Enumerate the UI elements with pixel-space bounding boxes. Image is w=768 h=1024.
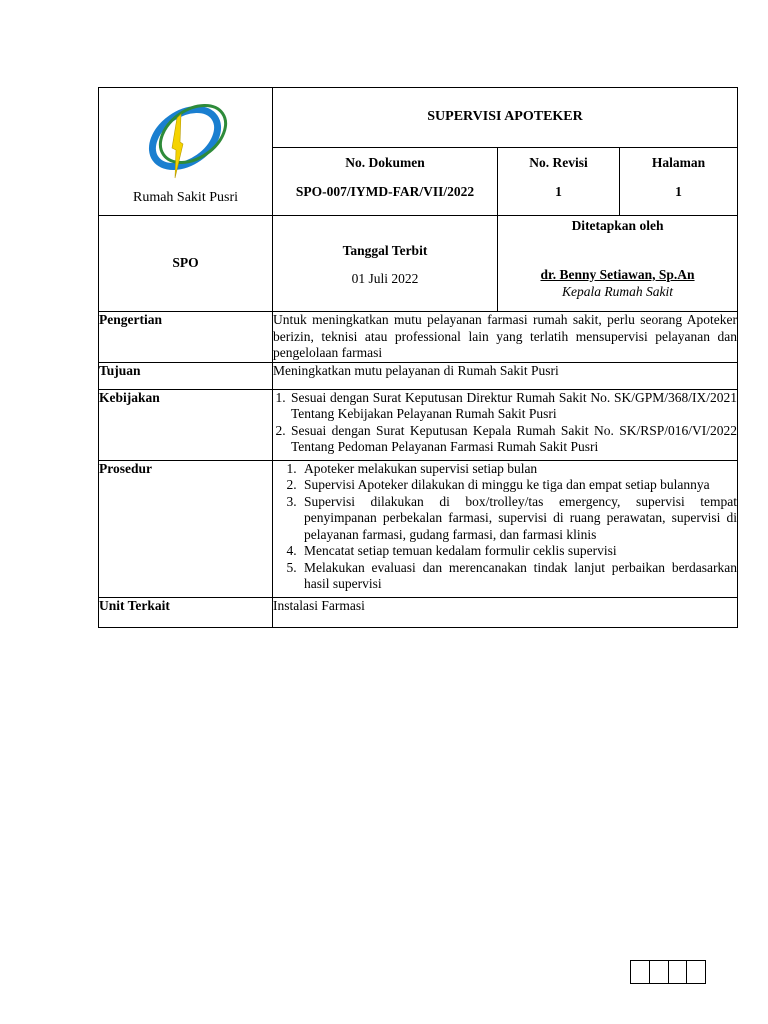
pengertian-label: Pengertian bbox=[99, 312, 273, 363]
issue-date-value: 01 Juli 2022 bbox=[351, 270, 419, 286]
approved-by-label: Ditetapkan oleh bbox=[571, 218, 664, 233]
kebijakan-content bbox=[273, 389, 738, 460]
prosedur-item: 3. Supervisi dilakukan di box/trolley/tas emergency, supervisi tempat penyimpanan perbekalan farmasi, supervisi di ruang perawatan, supervisi di pelayanan farmasi, gudang farmasi, dan farmasi klinis bbox=[300, 494, 737, 544]
tujuan-label: Tujuan bbox=[99, 362, 273, 389]
paraf-box bbox=[669, 961, 688, 983]
paraf-box bbox=[650, 961, 669, 983]
doc-number-label: No. Dokumen bbox=[345, 155, 425, 171]
prosedur-content bbox=[273, 460, 738, 597]
revision-label: No. Revisi bbox=[529, 155, 588, 171]
revision-cell bbox=[498, 148, 620, 216]
doc-number-value: SPO-007/IYMD-FAR/VII/2022 bbox=[295, 183, 475, 199]
hospital-logo-icon bbox=[137, 98, 233, 184]
paraf-box bbox=[687, 961, 705, 983]
approval-cell bbox=[498, 216, 738, 312]
hospital-name: Rumah Sakit Pusri bbox=[132, 190, 238, 205]
prosedur-item: 1. Apoteker melakukan supervisi setiap bulan bbox=[300, 461, 737, 478]
logo-cell bbox=[99, 88, 273, 216]
unit-terkait-text: Instalasi Farmasi bbox=[273, 597, 738, 627]
pengertian-text: Untuk meningkatkan mutu pelayanan farmasi rumah sakit, perlu seorang Apoteker berizin, teknisi atau professional lain yang terlatih mensupervisi pelayanan dan pengelolaan farmasi bbox=[273, 312, 738, 360]
doc-number-cell bbox=[273, 148, 498, 216]
unit-terkait-label: Unit Terkait bbox=[99, 597, 273, 627]
prosedur-item: 2. Supervisi Apoteker dilakukan di minggu ke tiga dan empat setiap bulannya bbox=[300, 477, 737, 494]
spo-label: SPO bbox=[99, 216, 273, 312]
revision-value: 1 bbox=[555, 183, 562, 199]
kebijakan-list bbox=[273, 390, 737, 456]
prosedur-item: 4. Mencatat setiap temuan kedalam formulir ceklis supervisi bbox=[300, 543, 737, 560]
issue-date-cell bbox=[273, 216, 498, 312]
prosedur-list bbox=[273, 461, 737, 593]
approver-title: Kepala Rumah Sakit bbox=[562, 284, 674, 299]
spo-document-table bbox=[98, 87, 738, 628]
approver-name: dr. Benny Setiawan, Sp.An bbox=[540, 266, 695, 282]
kebijakan-item: 1. Sesuai dengan Surat Keputusan Direktur Rumah Sakit No. SK/GPM/368/IX/2021 Tentang Kebijakan Pelayanan Rumah Sakit Pusri bbox=[289, 390, 737, 423]
paraf-box bbox=[631, 961, 650, 983]
document-title: SUPERVISI APOTEKER bbox=[273, 88, 738, 148]
page-label: Halaman bbox=[651, 155, 706, 171]
page-value: 1 bbox=[675, 183, 682, 199]
page-cell bbox=[620, 148, 738, 216]
issue-date-label: Tanggal Terbit bbox=[342, 243, 428, 258]
prosedur-label: Prosedur bbox=[99, 460, 273, 597]
prosedur-item: 5. Melakukan evaluasi dan merencanakan tindak lanjut perbaikan berdasarkan hasil supervisi bbox=[300, 560, 737, 593]
kebijakan-label: Kebijakan bbox=[99, 389, 273, 460]
kebijakan-item: 2. Sesuai dengan Surat Keputusan Kepala Rumah Sakit No. SK/RSP/016/VI/2022 Tentang Pedoman Pelayanan Farmasi Rumah Sakit Pusri bbox=[289, 423, 737, 456]
footer-paraf-boxes bbox=[630, 960, 706, 984]
tujuan-text: Meningkatkan mutu pelayanan di Rumah Sakit Pusri bbox=[273, 362, 738, 389]
